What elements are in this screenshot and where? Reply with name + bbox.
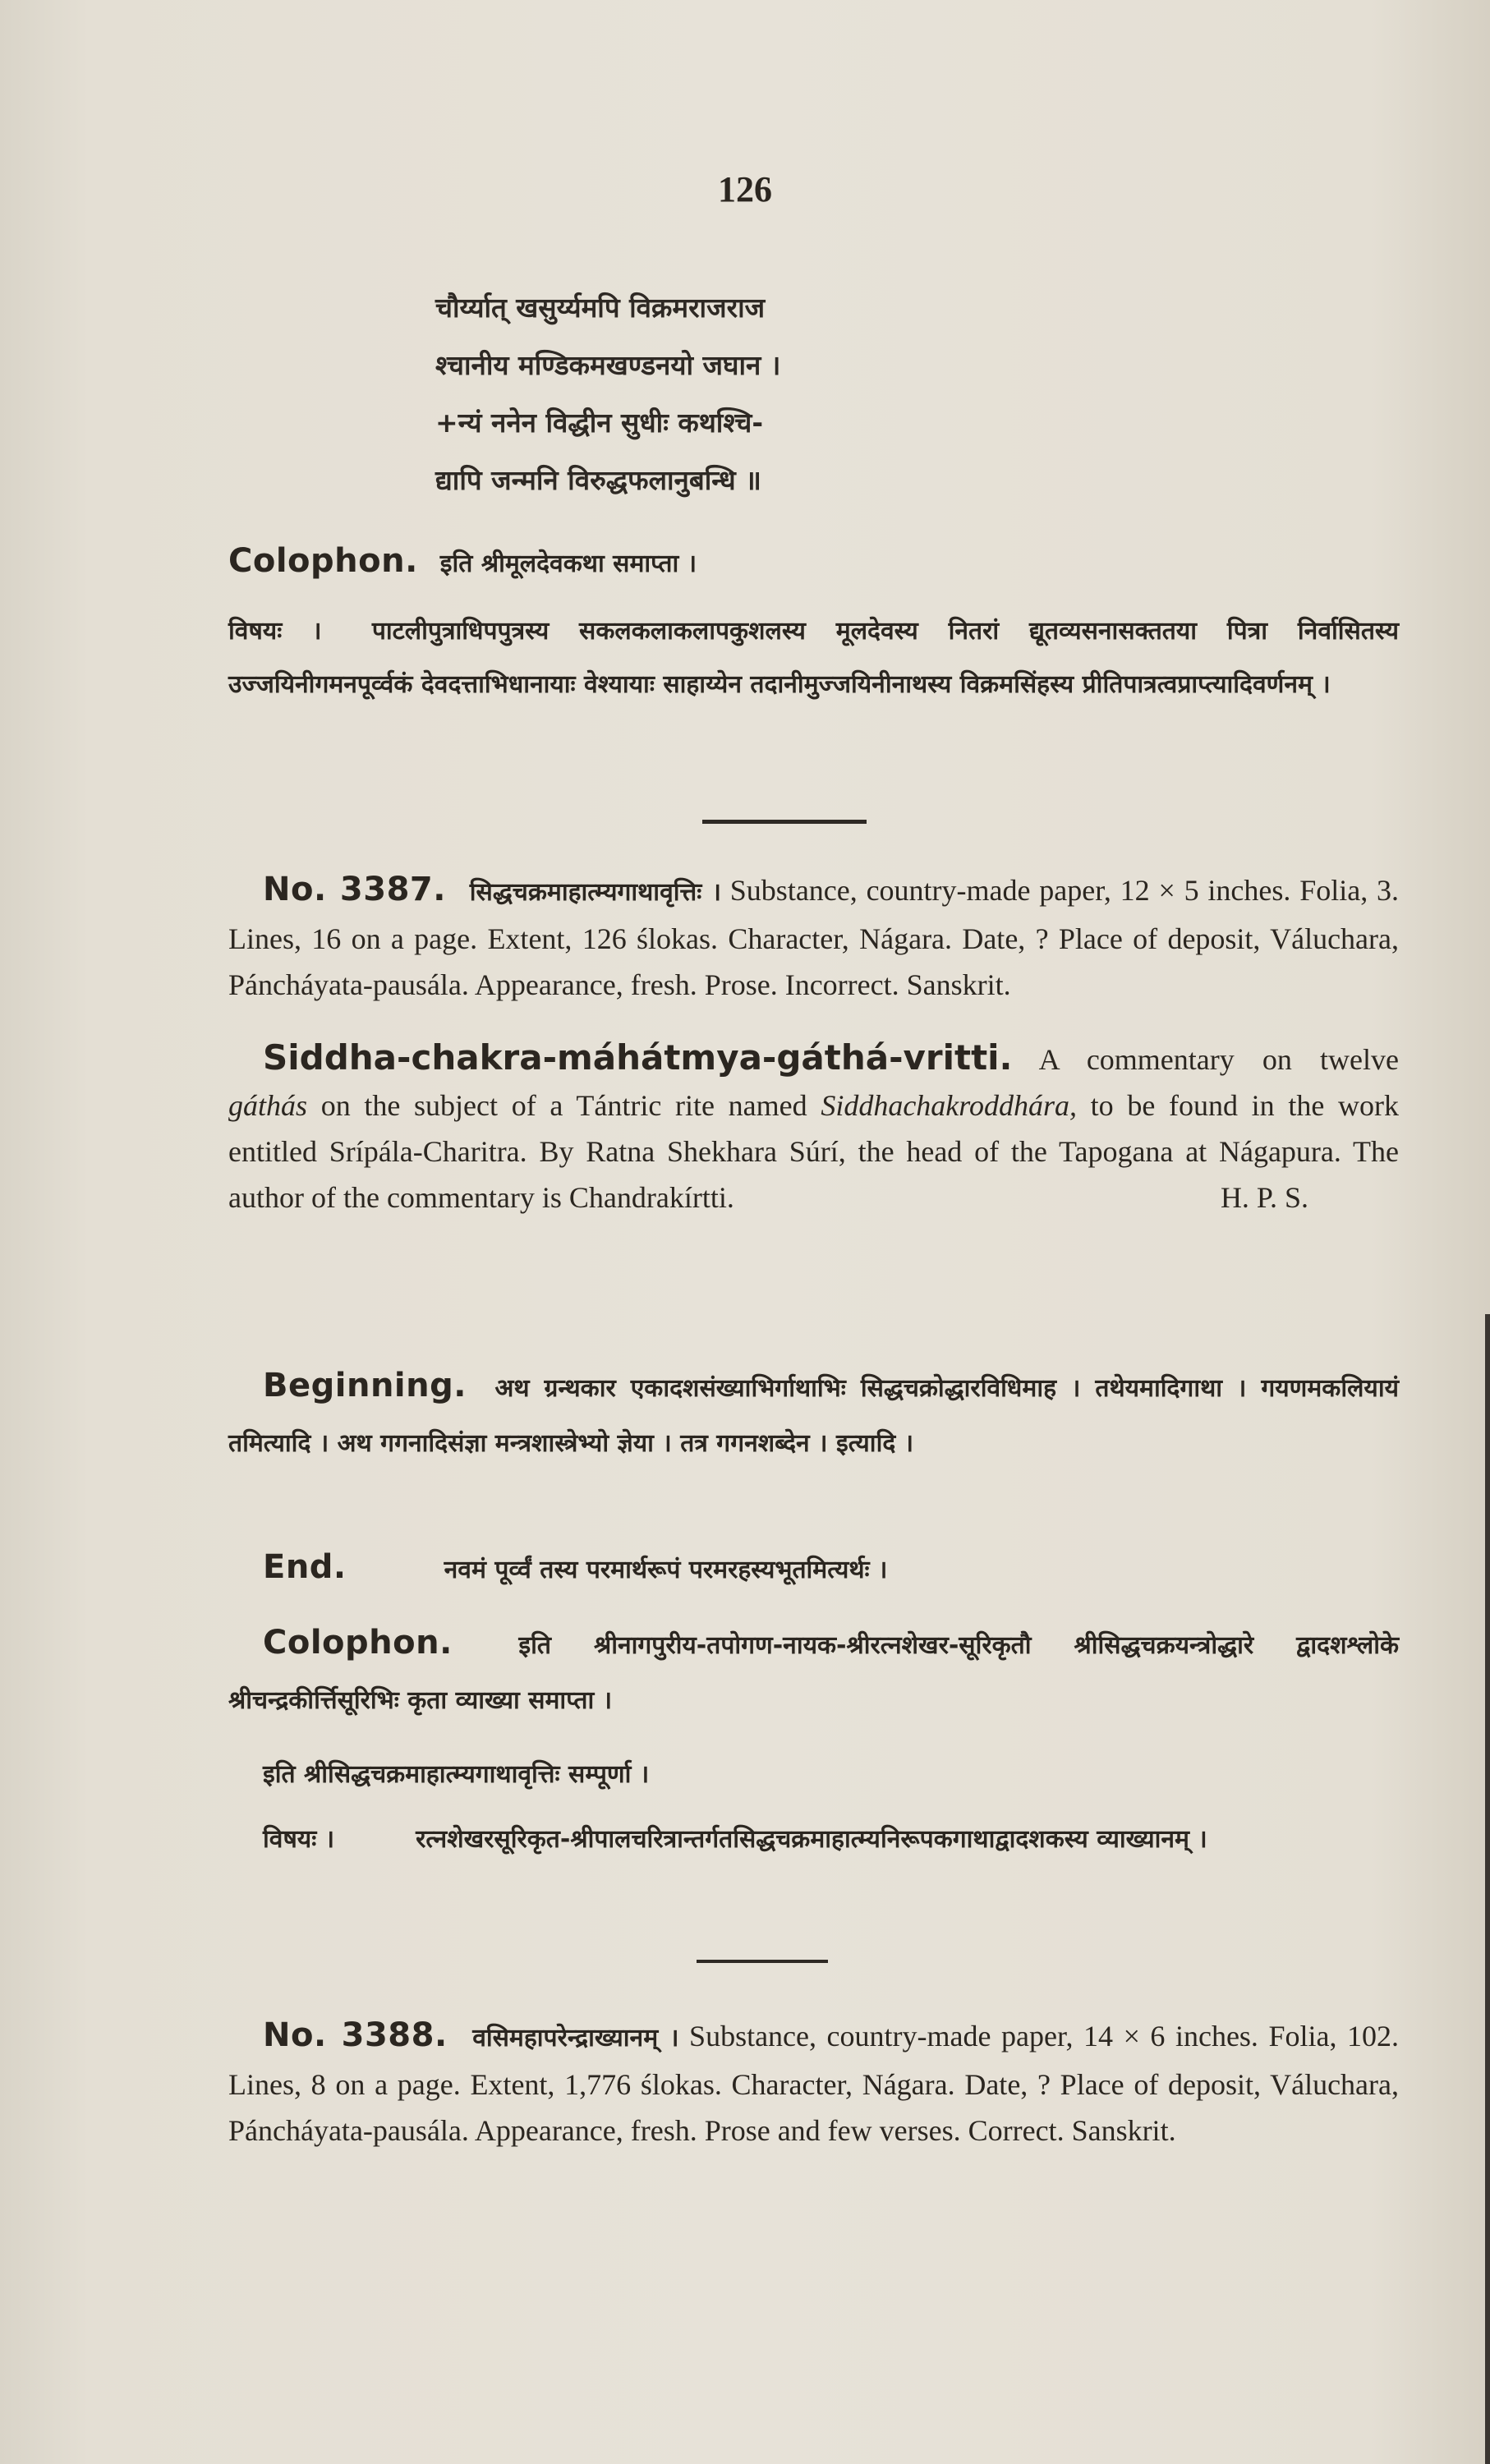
- summary-text: on the subject of a Tántric rite named: [320, 1089, 807, 1122]
- beginning-label: Beginning.: [263, 1367, 467, 1404]
- page-number: 126: [718, 169, 772, 209]
- signature: H. P. S.: [1220, 1181, 1308, 1214]
- entry-sanskrit-title: वसिमहापरेन्द्राख्यानम् ।: [472, 2024, 679, 2053]
- vishaya-text: रत्नशेखरसूरिकृत-श्रीपालचरित्रान्तर्गतसिद्धचक्रमाहात्म्यनिरूपकगाथाद्वादशकस्य व्याख्यानम् ।: [416, 1825, 1207, 1854]
- end-section: [228, 1544, 1399, 1593]
- vishaya-text: पाटलीपुत्राधिपपुत्रस्य सकलकलाकलापकुशलस्य मूलदेवस्य नितरां द्यूतव्यसनासक्ततया पित्रा निर्वासितस्य उज्जयिनीगमनपूर्व्वकं देवदत्ताभिधानायाः वेश्यायाः साहाय्येन तदानीमुज्जयिनीनाथस्य विक्रमसिंहस्य प्रीतिपात्रत्वप्राप्त्यादिवर्णनम् ।: [228, 617, 1399, 699]
- iti-line: [228, 1749, 1399, 1798]
- entry-description: Substance, country-made paper, 14 × 6 inches. Folia, 102. Lines, 8 on a page. Extent, 1,776 ślokas. Character, Nágara. Date, ? Place of deposit, Váluchara, Páncháyata-pausála. Appearance, fresh. Prose and few verses. Correct. Sanskrit.: [228, 2020, 1400, 2147]
- entry-description: Substance, country-made paper, 12 × 5 inches. Folia, 3. Lines, 16 on a page. Extent, 126 ślokas. Character, Nágara. Date, ? Place of deposit, Váluchara, Páncháyata-pausála. Appearance, fresh. Prose. Incorrect. Sanskrit.: [228, 874, 1400, 1001]
- colophon-text: इति श्रीनागपुरीय-तपोगण-नायक-श्रीरत्नशेखर-सूरिकृतौ श्रीसिद्धचक्रयन्त्रोद्धारे द्वादशश्लोके श्रीचन्द्रकीर्त्तिसूरिभिः कृता व्याख्या समाप्ता ।: [228, 1631, 1400, 1715]
- colophon-label: Colophon.: [228, 542, 418, 580]
- section-divider: [702, 820, 867, 824]
- verse-line: श्चानीय मण्डिकमखण्डनयो जघान ।: [435, 349, 781, 381]
- iti-text: इति श्रीसिद्धचक्रमाहात्म्यगाथावृत्तिः सम्पूर्णा ।: [263, 1760, 650, 1789]
- entry-3387-header: [228, 867, 1399, 1008]
- colophon-first: [228, 538, 1399, 587]
- beginning-text: अथ ग्रन्थकार एकादशसंख्याभिर्गाथाभिः सिद्धचक्रोद्धारविधिमाह । तथेयमादिगाथा । गयणमकलियायं तमित्यादि । अथ गगनादिसंज्ञा मन्त्रशास्त्रेभ्यो ज्ञेया । तत्र गगनशब्देन । इत्यादि ।: [228, 1374, 1400, 1458]
- entry-title: Siddha-chakra-máhátmya-gáthá-vritti.: [263, 1037, 1013, 1078]
- page-edge-shadow: [1485, 1314, 1490, 2464]
- vishaya-first: [228, 604, 1399, 710]
- summary-text: to be found in the work entitled Srípála-Charitra. By Ratna Shekhara Súrí, the head of the Tapogana at Nágapura. The author of the commentary is Chandrakírtti.: [228, 1089, 1400, 1214]
- verse-line: +न्यं ननेन विद्धीन सुधीः कथश्चि-: [435, 407, 764, 439]
- section-divider: [697, 1960, 828, 1963]
- colophon-text: इति श्रीमूलदेवकथा समाप्ता ।: [439, 549, 697, 578]
- verse-line: द्यापि जन्मनि विरुद्धफलानुबन्धि ॥: [435, 464, 761, 496]
- colophon-second: [228, 1616, 1399, 1727]
- vishaya-second: [228, 1811, 1399, 1866]
- summary-italic-rite: Siddhachakroddhára,: [821, 1089, 1077, 1122]
- summary-text: A commentary on twelve: [1038, 1043, 1400, 1076]
- entry-number: No. 3388.: [263, 2016, 448, 2054]
- vishaya-label: विषयः ।: [263, 1825, 335, 1854]
- vishaya-label: विषयः ।: [228, 617, 322, 646]
- end-label: End.: [263, 1548, 347, 1586]
- summary-italic-gathas: gáthás: [228, 1089, 308, 1122]
- verse-line: चौर्य्यात् खसुर्य्यमपि विक्रमराजराज: [435, 292, 766, 324]
- entry-number: No. 3387.: [263, 871, 446, 908]
- verse-block: [386, 279, 1092, 509]
- end-text: नवमं पूर्व्वं तस्य परमार्थरूपं परमरहस्यभूतमित्यर्थः ।: [444, 1556, 888, 1584]
- beginning-section: [228, 1359, 1399, 1470]
- colophon-label: Colophon.: [263, 1624, 453, 1662]
- entry-3388-header: [228, 2012, 1399, 2154]
- entry-sanskrit-title: सिद्धचक्रमाहात्म्यगाथावृत्तिः ।: [469, 878, 721, 907]
- entry-3387-summary: [228, 1035, 1399, 1221]
